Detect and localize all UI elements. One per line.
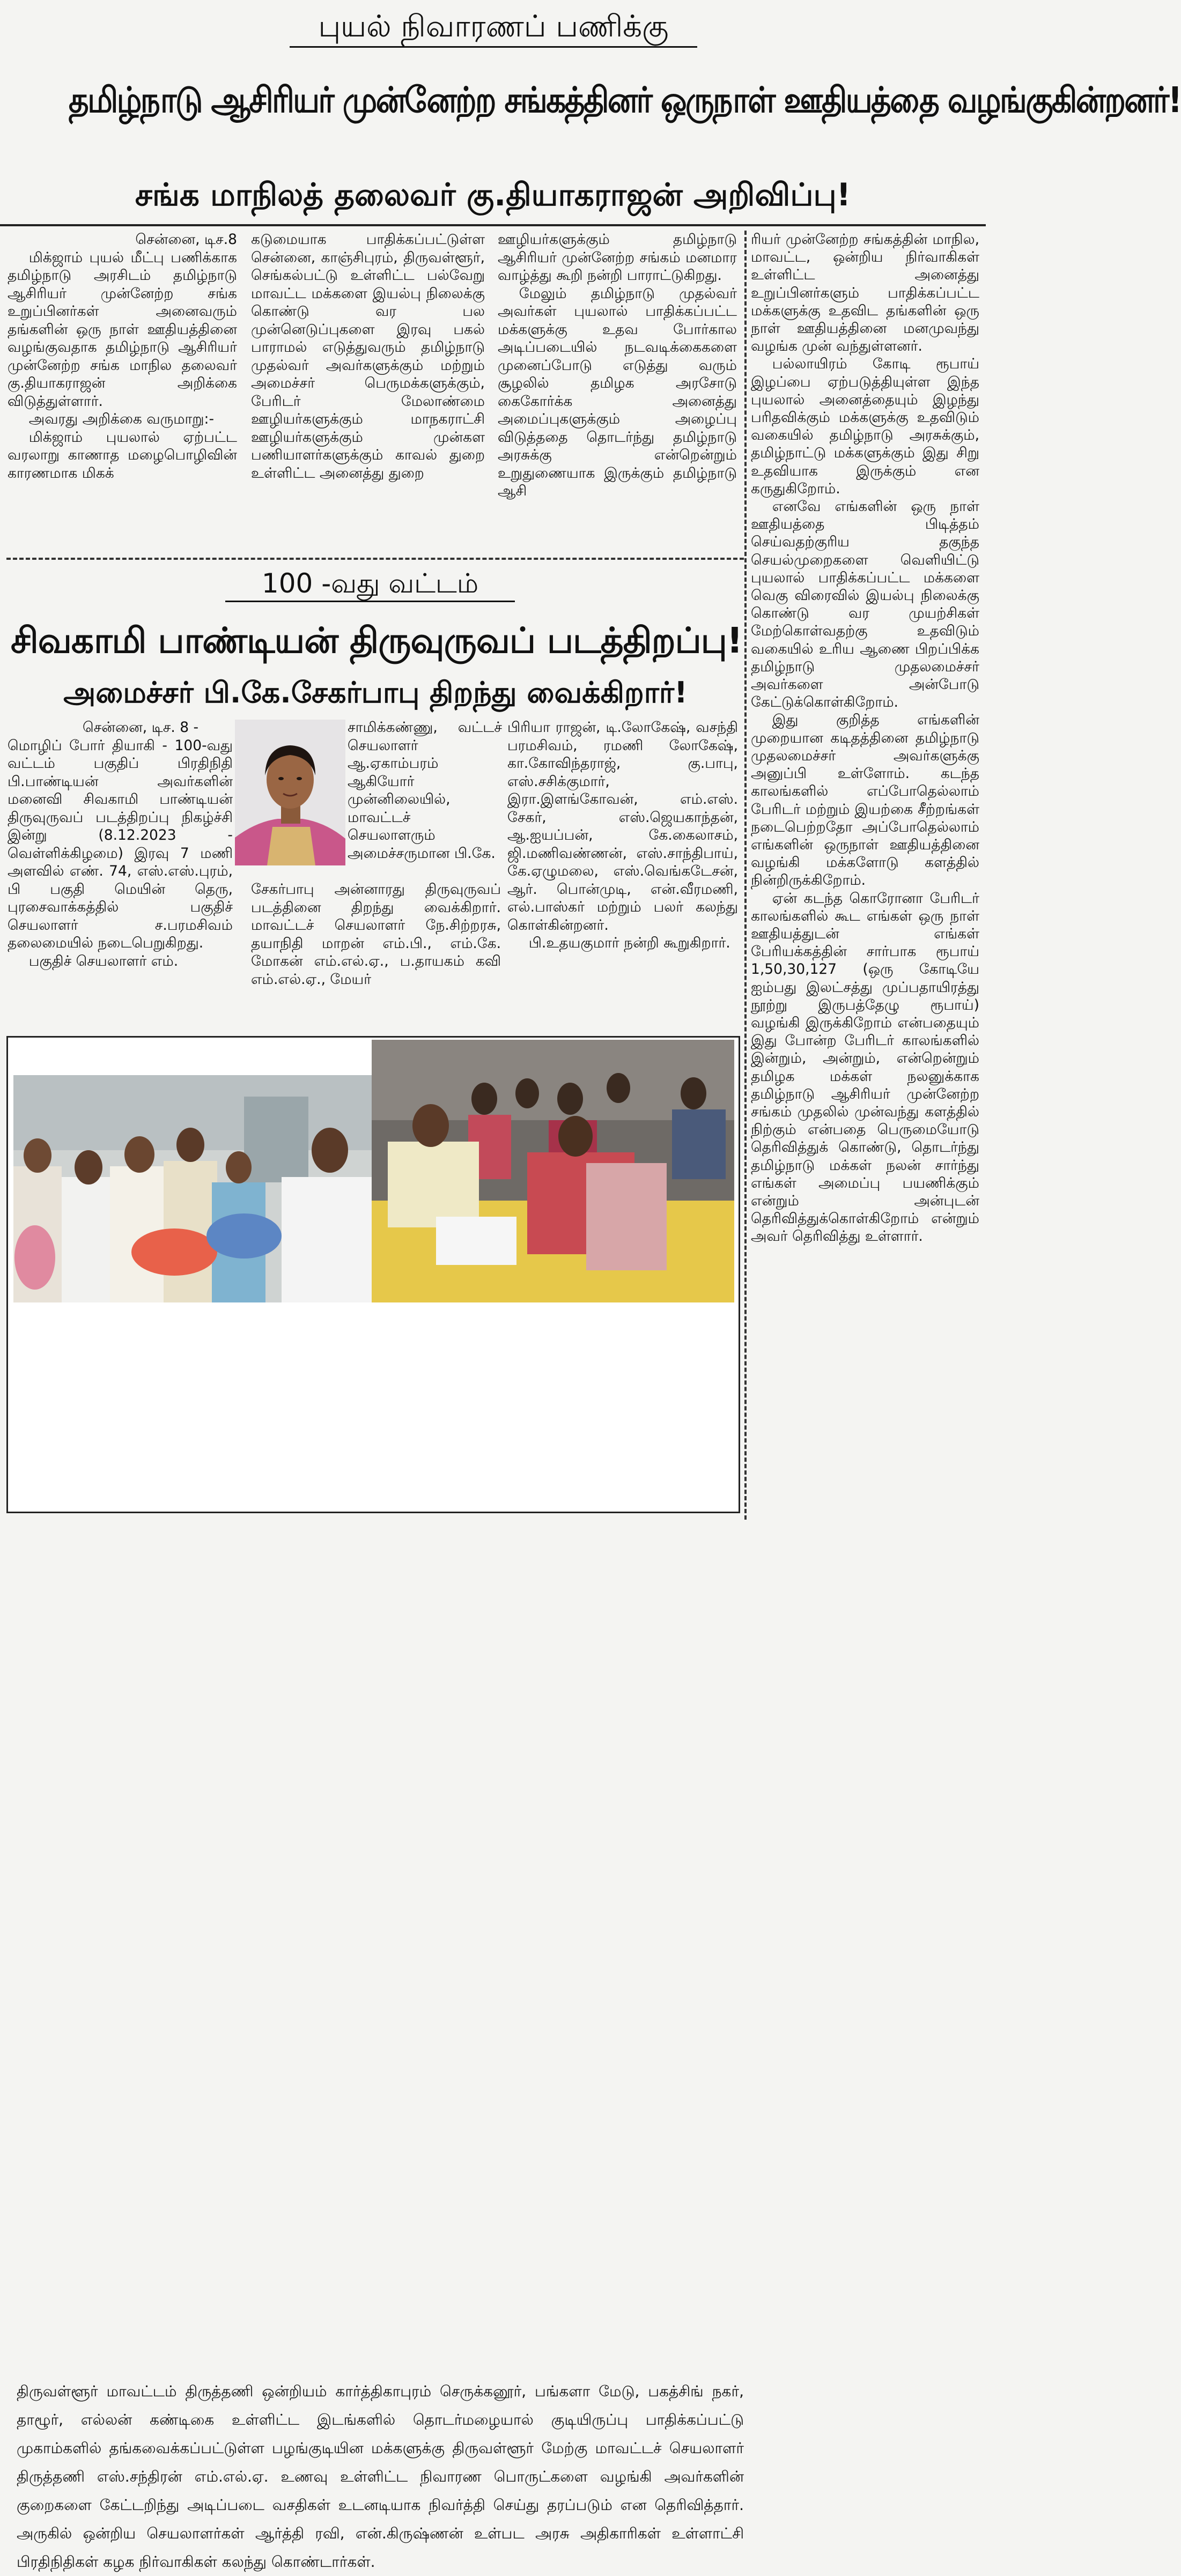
section-divider-horizontal: [6, 558, 744, 560]
article2-kicker: 100 -வது வட்டம்: [261, 568, 479, 599]
photo-caption: திருவள்ளூர் மாவட்டம் திருத்தணி ஒன்றியம் கார்த்திகாபுரம் செருக்கனூர், பங்களா மேடு, பகத்சிங் நகர், தாழூர், எல்லன் கண்டிகை உள்ளிட்ட இடங்களில் தொடர்மழையால் குடியிருப்பு பாதிக்கப்பட்டு முகாம்களில் தங்கவைக்கப்பட்டுள்ள பழங்குடியின மக்களுக்கு திருவள்ளூர் மேற்கு மாவட்டச் செயலாளர் திருத்தணி எஸ்.சந்திரன் எம்.எல்.ஏ. உணவு உள்ளிட்ட நிவாரண பொருட்களை வழங்கி அவர்களின் குறைகளை கேட்டறிந்து அடிப்படை வசதிகள் உடனடியாக நிவர்த்தி செய்து தரப்படும் என தெரிவித்தார். அருகில் ஒன்றிய செயலாளர்கள் ஆர்த்தி ரவி, என்.கிருஷ்ணன் உள்பட அரசு அதிகாரிகள் உள்ளாட்சி பிரதிநிதிகள் கழக நிர்வாகிகள் கலந்து கொண்டார்கள்.: [17, 2382, 744, 2571]
camp-visit-photo: [372, 1040, 734, 1302]
article2-column-2-lower: [251, 880, 501, 1031]
kicker-underline: [290, 46, 697, 48]
article2-paragraph: பி.உதயகுமார் நன்றி கூறுகிறார்.: [528, 935, 730, 951]
portrait-photo: [235, 720, 345, 865]
article1-paragraph: அவரது அறிக்கை வருமாறு:-: [28, 411, 215, 427]
kicker-underline: [225, 601, 515, 602]
article2-paragraph: சாமிக்கண்ணு, வட்டச் செயலாளர் ஆ.ஏகாம்பரம் ஆகியோர் முன்னிலையில், மாவட்டச் செயலாளரும் அமைச்சருமான பி.கே.: [348, 719, 502, 862]
article1-column-1: [8, 231, 237, 552]
article1-column-2: [251, 231, 485, 552]
article1-column-4: [751, 231, 979, 1518]
article2-column-2: [348, 719, 502, 863]
article1-paragraph: கடுமையாக பாதிக்கப்பட்டுள்ள சென்னை, காஞ்சிபுரம், திருவள்ளூர், செங்கல்பட்டு உள்ளிட்ட பல்வேறு மாவட்ட மக்களை இயல்பு நிலைக்கு கொண்டு வர பல முன்னெடுப்புகளை இரவு பகல் பாராமல் எடுத்துவரும் தமிழ்நாடு முதல்வர் அவர்களுக்கும் மற்றும் அமைச்சர் பெருமக்களுக்கும், பேரிடர் மேலாண்மை ஊழியர்களுக்கும் மாநகராட்சி ஊழியர்களுக்கும் முன்கள பணியாளர்களுக்கும் காவல் துறை உள்ளிட்ட அனைத்து துறை: [251, 231, 485, 482]
article1-paragraph: எனவே எங்களின் ஒரு நாள் ஊதியத்தை பிடித்தம் செய்வதற்குரிய தகுந்த செயல்முறைகளை வெளியிட்டு புயலால் பாதிக்கப்பட்ட மக்களை வெகு விரைவில் இயல்பு நிலைக்கு கொண்டு வர முயற்சிகள் மேற்கொள்வதற்கு உதவிடும் வகையில் உரிய ஆணை பிறப்பிக்க தமிழ்நாடு முதலமைச்சர் அவர்களை அன்போடு கேட்டுக்கொள்கிறோம்.: [751, 498, 979, 711]
article1-paragraph: இது குறித்த எங்களின் முறையான கடிதத்தினை தமிழ்நாடு முதலமைச்சர் அவர்களுக்கு அனுப்பி உள்ளோம். கடந்த காலங்களில் எப்போதெல்லாம் பேரிடர் மற்றும் இயற்கை சீற்றங்கள் நடைபெற்றதோ அப்போதெல்லாம் எங்களின் ஒருநாள் ஊதியத்தினை வழங்கி மக்களோடு களத்தில் நின்றிருக்கிறோம்.: [751, 712, 979, 889]
article1-column-3: [498, 231, 737, 552]
article2-paragraph: சேகர்பாபு அன்னாரது திருவுருவப் படத்தினை திறந்து வைக்கிறார். மாவட்டச் செயலாளர் நே.சிற்றரசு, தயாநிதி மாறன் எம்.பி., எம்.கே. மோகன் எம்.எல்.ஏ., ப.தாயகம் கவி எம்.எல்.ஏ., மேயர்: [251, 881, 501, 988]
article1-paragraph: மிக்ஜாம் புயல் மீட்பு பணிக்காக தமிழ்நாடு அரசிடம் தமிழ்நாடு ஆசிரியர் முன்னேற்ற சங்க உறுப்பினர்கள் அனைவரும் தங்களின் ஒரு நாள் ஊதியத்தினை வழங்குவதாக தமிழ்நாடு ஆசிரியர் முன்னேற்ற சங்க மாநில தலைவர் கு.தியாகராஜன் அறிக்கை விடுத்துள்ளார்.: [8, 249, 237, 410]
section-divider-vertical: [744, 231, 747, 1520]
relief-distribution-photo: [13, 1075, 372, 1302]
article1-kicker: புயல் நிவாரணப் பணிக்கு: [318, 9, 669, 44]
article2-paragraph: பிரியா ராஜன், டி.லோகேஷ், வசந்தி பரமசிவம், ரமணி லோகேஷ், கா.கோவிந்தராஜ், கு.பாபு, எஸ்.சசிக்குமார், இரா.இளங்கோவன், எம்.எஸ். சேகர், எஸ்.ஜெயகாந்தன், ஆ.ஐயப்பன், கே.கைலாசம், ஜி.மணிவண்ணன், எஸ்.சாந்திபாய், கே.ஏழுமலை, எஸ்.வெங்கடேசன், ஆர். பொன்முடி, என்.வீரமணி, எல்.பாஸ்கர் மற்றும் பலர் கலந்து கொள்கின்றனர்.: [507, 719, 738, 934]
article1-paragraph: பல்லாயிரம் கோடி ரூபாய் இழப்பை ஏற்படுத்தியுள்ள இந்த புயலால் அனைத்தையும் இழந்து பரிதவிக்கும் மக்களுக்கு உதவிடும் வகையில் தமிழ்நாடு அரசுக்கும், தமிழ்நாட்டு மக்களுக்கும் இது சிறு உதவியாக இருக்கும் என கருதுகிறோம்.: [751, 356, 979, 497]
article2-column-1: [8, 719, 233, 1030]
article1-paragraph: ஊழியர்களுக்கும் தமிழ்நாடு ஆசிரியர் முன்னேற்ற சங்கம் மனமார வாழ்த்து கூறி நன்றி பாராட்டுகிறது.: [498, 231, 737, 284]
article1-paragraph: ரியர் முன்னேற்ற சங்கத்தின் மாநில, மாவட்ட, ஒன்றிய நிர்வாகிகள் உள்ளிட்ட அனைத்து உறுப்பினர்களும் பாதிக்கப்பட்ட மக்களுக்கு உதவிட தங்களின் ஒரு நாள் ஊதியத்தினை மனமுவந்து வழங்க முன் வந்துள்ளனர்.: [751, 231, 979, 355]
photo-panel: [6, 1036, 744, 2571]
article1-subhead: சங்க மாநிலத் தலைவர் கு.தியாகராஜன் அறிவிப்பு!: [135, 176, 851, 213]
article1-paragraph: ஏன் கடந்த கொரோனா பேரிடர் காலங்களில் கூட எங்கள் ஒரு நாள் ஊதியத்துடன் எங்கள் பேரியக்கத்தின் சார்பாக ரூபாய் 1,50,30,127 (ஒரு கோடியே ஐம்பது இலட்சத்து முப்பதாயிரத்து நூற்று இருபத்தேழு ரூபாய்) வழங்கி இருக்கிறோம் என்பதையும் இது போன்ற பேரிடர் காலங்களில் இன்றும், அன்றும், என்றென்றும் தமிழக மக்கள் நலனுக்காக தமிழ்நாடு ஆசிரியர் முன்னேற்ற சங்கம் முதலில் முன்வந்து களத்தில் நிற்கும் என்பதை பெருமையோடு தெரிவித்துக் கொண்டு, தொடர்ந்து தமிழ்நாடு மக்கள் நலன் சார்ந்து எங்கள் அமைப்பு பயணிக்கும் என்றும் அன்புடன் தெரிவித்துக்கொள்கிறோம் என்றும் அவர் தெரிவித்து உள்ளார்.: [751, 890, 979, 1245]
article2-headline: சிவகாமி பாண்டியன் திருவுருவப் படத்திறப்பு!: [11, 620, 742, 661]
article2-paragraph: மொழிப் போர் தியாகி - 100-வது வட்டம் பகுதிப் பிரதிநிதி பி.பாண்டியன் அவர்களின் மனைவி சிவகாமி பாண்டியன் திருவுருவப் படத்திறப்பு நிகழ்ச்சி இன்று (8.12.2023 - வெள்ளிக்கிழமை) இரவு 7 மணி அளவில் எண். 74, எஸ்.எஸ்.புரம், பி பகுதி மெயின் தெரு, புரசைவாக்கத்தில் பகுதிச் செயலாளர் ச.பரமசிவம் தலைமையில் நடைபெறுகிறது.: [8, 737, 233, 951]
article1-paragraph: மிக்ஜாம் புயலால் ஏற்பட்ட வரலாறு காணாத மழைபொழிவின் காரணமாக மிகக்: [8, 428, 237, 482]
article2-column-3: [507, 719, 738, 1030]
article2-paragraph: பகுதிச் செயலாளர் எம்.: [28, 952, 179, 969]
article1-dateline: சென்னை, டிச.8: [135, 231, 237, 248]
article2-dateline: சென்னை, டிச. 8 -: [83, 719, 199, 736]
article1-headline: தமிழ்நாடு ஆசிரியர் முன்னேற்ற சங்கத்தினர் ஒருநாள் ஊதியத்தை வழங்குகின்றனர்!: [68, 79, 1181, 121]
article1-paragraph: மேலும் தமிழ்நாடு முதல்வர் அவர்கள் புயலால் பாதிக்கப்பட்ட மக்களுக்கு உதவ போர்கால அடிப்படையில் நடவடிக்கைகளை முனைப்போடு எடுத்து வரும் சூழலில் தமிழக அரசோடு கைகோர்க்க அனைத்து அமைப்புகளுக்கும் அழைப்பு விடுத்ததை தொடர்ந்து தமிழ்நாடு அரசுக்கு என்றென்றும் உறுதுணையாக இருக்கும் தமிழ்நாடு ஆசி: [498, 285, 737, 499]
headline-divider: [0, 224, 986, 226]
article2-subhead: அமைச்சர் பி.கே.சேகர்பாபு திறந்து வைக்கிறார்!: [63, 676, 688, 709]
